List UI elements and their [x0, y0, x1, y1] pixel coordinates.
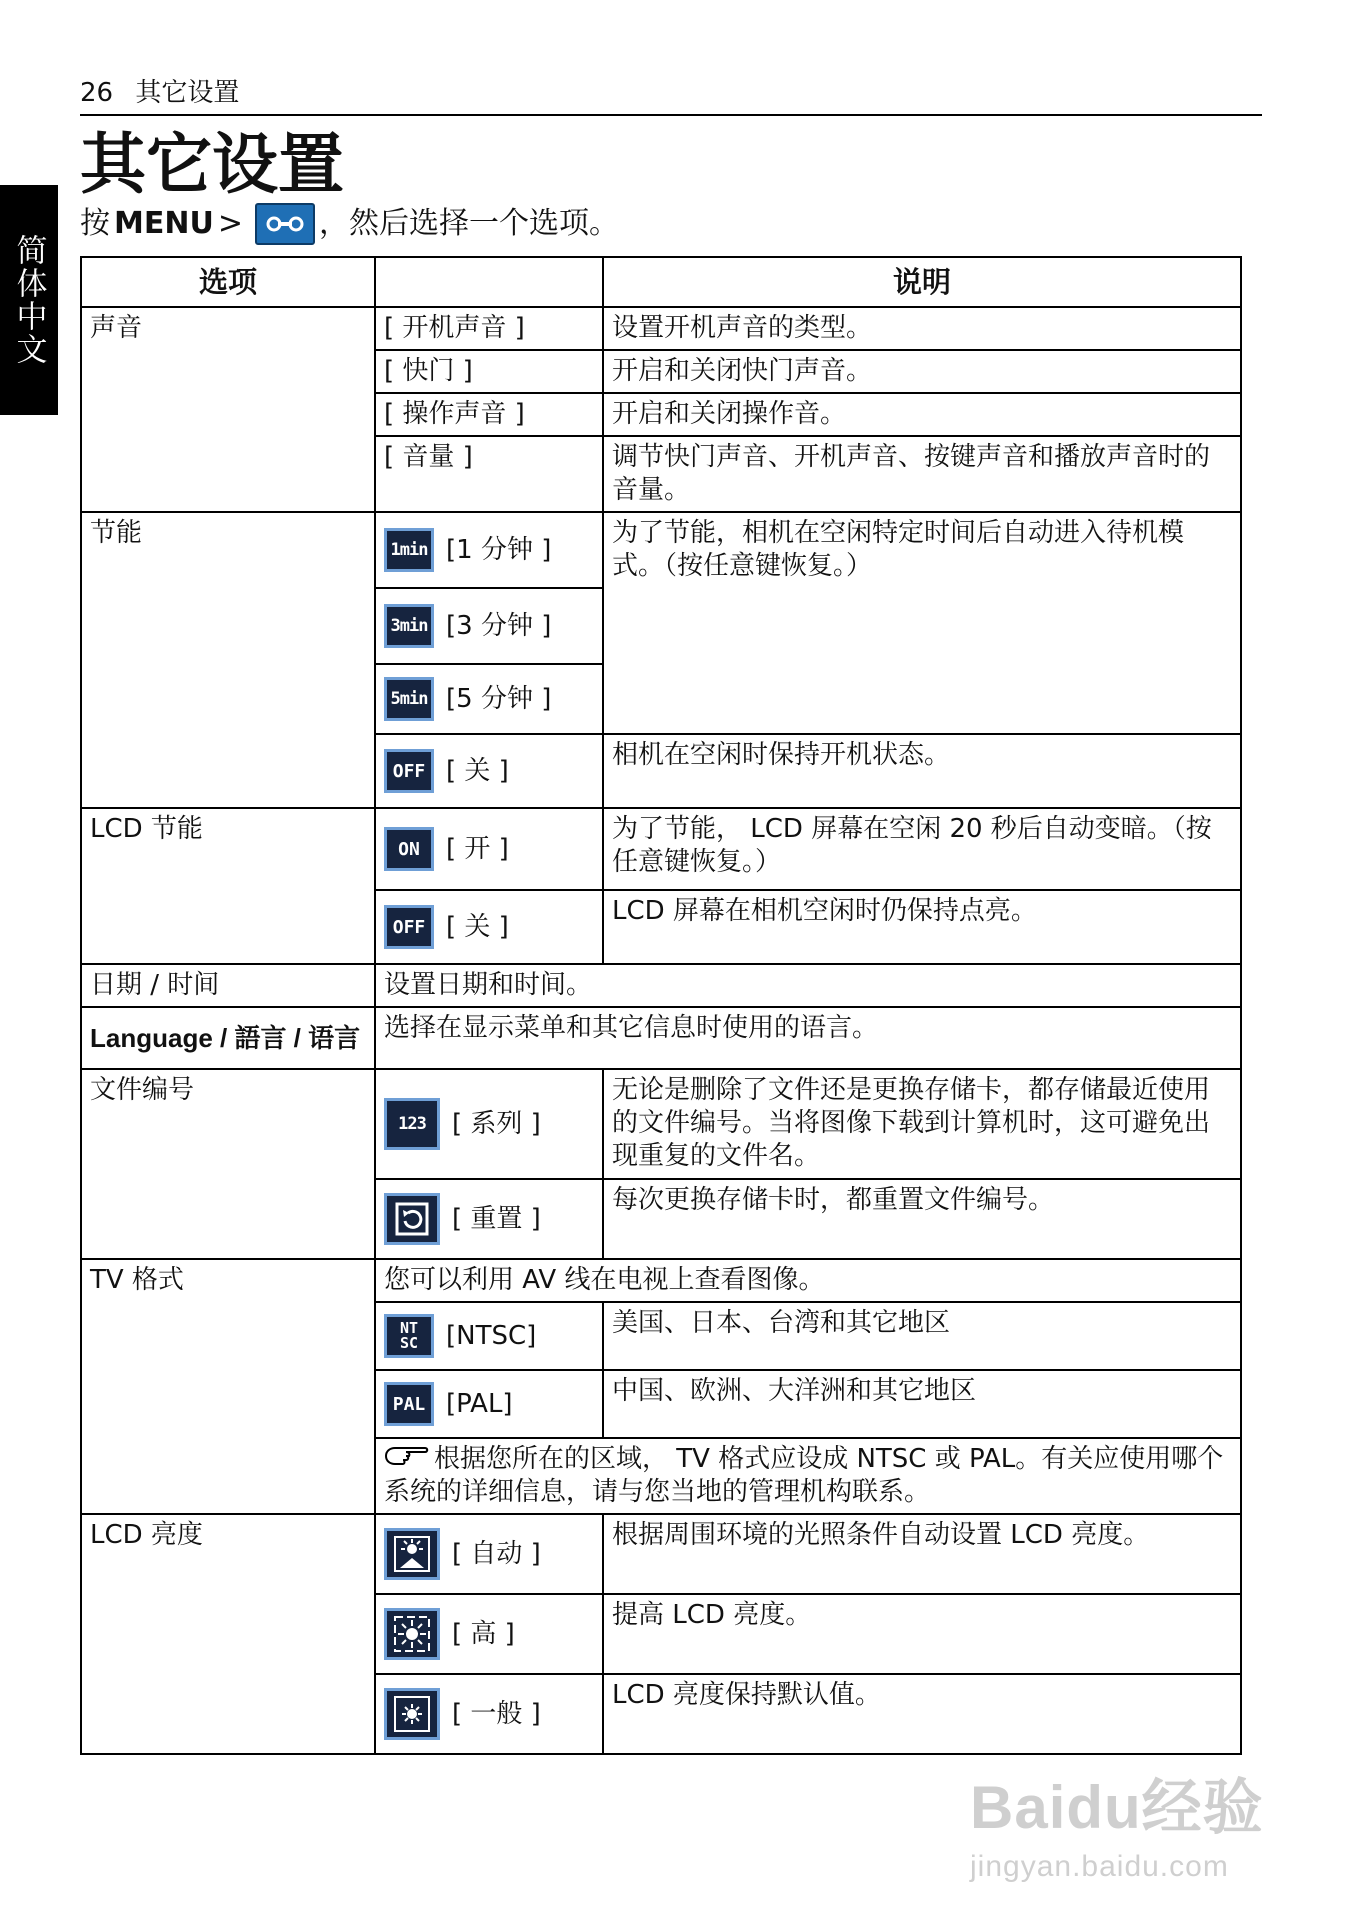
wrench-settings-icon — [255, 203, 315, 245]
row-label-tv-format: TV 格式 — [81, 1259, 375, 1514]
table-row — [81, 307, 1241, 350]
option-cell: [ 开机声音 ] — [375, 307, 603, 350]
option-cell: [ 音量 ] — [375, 436, 603, 512]
5min-icon: 5min — [384, 677, 434, 721]
on-icon: ON — [384, 827, 434, 871]
note-cell — [375, 1438, 1241, 1514]
instruction-suffix: ，然后选择一个选项。 — [318, 206, 619, 241]
option-cell — [375, 808, 603, 890]
watermark-sub: jingyan.baidu.com — [970, 1850, 1229, 1883]
table-row — [81, 1259, 1241, 1302]
desc-cell: 选择在显示菜单和其它信息时使用的语言。 — [375, 1007, 1241, 1069]
ntsc-icon-top: NT — [399, 1319, 419, 1337]
option-cell — [375, 1594, 603, 1674]
header-setting — [375, 257, 603, 307]
row-label-lcd-save: LCD 节能 — [81, 808, 375, 964]
desc-cell: 根据周围环境的光照条件自动设置 LCD 亮度。 — [603, 1514, 1241, 1594]
option-cell — [375, 512, 603, 588]
page-title: 其它设置 — [80, 126, 344, 203]
desc-cell: 为了节能， LCD 屏幕在空闲 20 秒后自动变暗。（按任意键恢复。） — [603, 808, 1241, 890]
option-cell — [375, 1514, 603, 1594]
page-number: 26 — [80, 78, 114, 108]
desc-cell: 开启和关闭快门声音。 — [603, 350, 1241, 393]
header-section: 其它设置 — [135, 78, 240, 108]
row-label-sound: 声音 — [81, 307, 375, 512]
series-number-icon: 123 — [384, 1098, 440, 1150]
header-option: 选项 — [81, 257, 375, 307]
option-label: [ 关 ] — [446, 755, 509, 786]
desc-cell: LCD 屏幕在相机空闲时仍保持点亮。 — [603, 890, 1241, 964]
language-side-tab: 简体中文 — [0, 185, 58, 415]
instruction-prefix: 按 — [80, 206, 110, 241]
option-cell — [375, 664, 603, 734]
ntsc-icon-bottom: SC — [399, 1334, 419, 1352]
option-cell — [375, 890, 603, 964]
table-row — [81, 808, 1241, 890]
desc-cell: 每次更换存储卡时，都重置文件编号。 — [603, 1179, 1241, 1259]
row-label-lcd-brightness: LCD 亮度 — [81, 1514, 375, 1754]
row-label-language: Language / 語言 / 语言 — [81, 1007, 375, 1069]
option-label: [5 分钟 ] — [446, 683, 552, 714]
pointing-hand-icon — [384, 1443, 430, 1476]
option-label: [NTSC] — [446, 1320, 537, 1351]
desc-cell: 为了节能，相机在空闲特定时间后自动进入待机模式。（按任意键恢复。） — [603, 512, 1241, 734]
option-cell — [375, 734, 603, 808]
menu-label: MENU — [114, 206, 214, 241]
desc-cell: 无论是删除了文件还是更换存储卡，都存储最近使用的文件编号。当将图像下载到计算机时，这可避免出现重复的文件名。 — [603, 1069, 1241, 1179]
option-cell — [375, 1069, 603, 1179]
table-row — [81, 1069, 1241, 1179]
desc-cell: 开启和关闭操作音。 — [603, 393, 1241, 436]
row-label-file-number: 文件编号 — [81, 1069, 375, 1259]
off-icon: OFF — [384, 905, 434, 949]
desc-cell: 提高 LCD 亮度。 — [603, 1594, 1241, 1674]
desc-cell: 设置日期和时间。 — [375, 964, 1241, 1007]
page-header — [80, 76, 1262, 116]
settings-table — [80, 256, 1242, 1755]
option-label: [ 自动 ] — [452, 1538, 541, 1569]
table-row — [81, 1514, 1241, 1594]
option-label: [ 高 ] — [452, 1618, 515, 1649]
normal-brightness-icon — [384, 1688, 440, 1740]
option-cell: [ 操作声音 ] — [375, 393, 603, 436]
table-row — [81, 964, 1241, 1007]
option-label: [ 一般 ] — [452, 1698, 541, 1729]
desc-cell: 您可以利用 AV 线在电视上查看图像。 — [375, 1259, 1241, 1302]
ntsc-icon — [384, 1314, 434, 1358]
option-label: [ 系列 ] — [452, 1108, 541, 1139]
high-brightness-icon — [384, 1608, 440, 1660]
desc-cell: 中国、欧洲、大洋洲和其它地区 — [603, 1370, 1241, 1438]
option-cell — [375, 1179, 603, 1259]
instruction-arrow: > — [217, 206, 243, 241]
option-label: [1 分钟 ] — [446, 534, 552, 565]
table-row — [81, 512, 1241, 588]
3min-icon: 3min — [384, 604, 434, 648]
desc-cell: 美国、日本、台湾和其它地区 — [603, 1302, 1241, 1370]
desc-cell: 调节快门声音、开机声音、按键声音和播放声音时的音量。 — [603, 436, 1241, 512]
instruction-line — [80, 202, 619, 246]
option-label: [ 重置 ] — [452, 1203, 541, 1234]
watermark-main: Baidu经验 — [970, 1774, 1264, 1841]
row-label-datetime: 日期 / 时间 — [81, 964, 375, 1007]
option-cell: [ 快门 ] — [375, 350, 603, 393]
option-cell — [375, 1674, 603, 1754]
option-label: [PAL] — [446, 1388, 513, 1419]
header-description: 说明 — [603, 257, 1241, 307]
pal-icon: PAL — [384, 1382, 434, 1426]
option-cell — [375, 588, 603, 664]
option-cell — [375, 1370, 603, 1438]
off-icon: OFF — [384, 749, 434, 793]
desc-cell: LCD 亮度保持默认值。 — [603, 1674, 1241, 1754]
option-label: [ 开 ] — [446, 833, 509, 864]
desc-cell: 设置开机声音的类型。 — [603, 307, 1241, 350]
tv-note-text: 根据您所在的区域， TV 格式应设成 NTSC 或 PAL。有关应使用哪个系统的详细信息，请与您当地的管理机构联系。 — [384, 1444, 1224, 1507]
row-label-power-save: 节能 — [81, 512, 375, 808]
baidu-watermark — [970, 1760, 1290, 1910]
option-cell — [375, 1302, 603, 1370]
reset-icon — [384, 1193, 440, 1245]
table-row — [81, 1007, 1241, 1069]
option-label: [3 分钟 ] — [446, 610, 552, 641]
table-header-row — [81, 257, 1241, 307]
desc-cell: 相机在空闲时保持开机状态。 — [603, 734, 1241, 808]
option-label: [ 关 ] — [446, 911, 509, 942]
1min-icon: 1min — [384, 528, 434, 572]
auto-brightness-icon — [384, 1528, 440, 1580]
